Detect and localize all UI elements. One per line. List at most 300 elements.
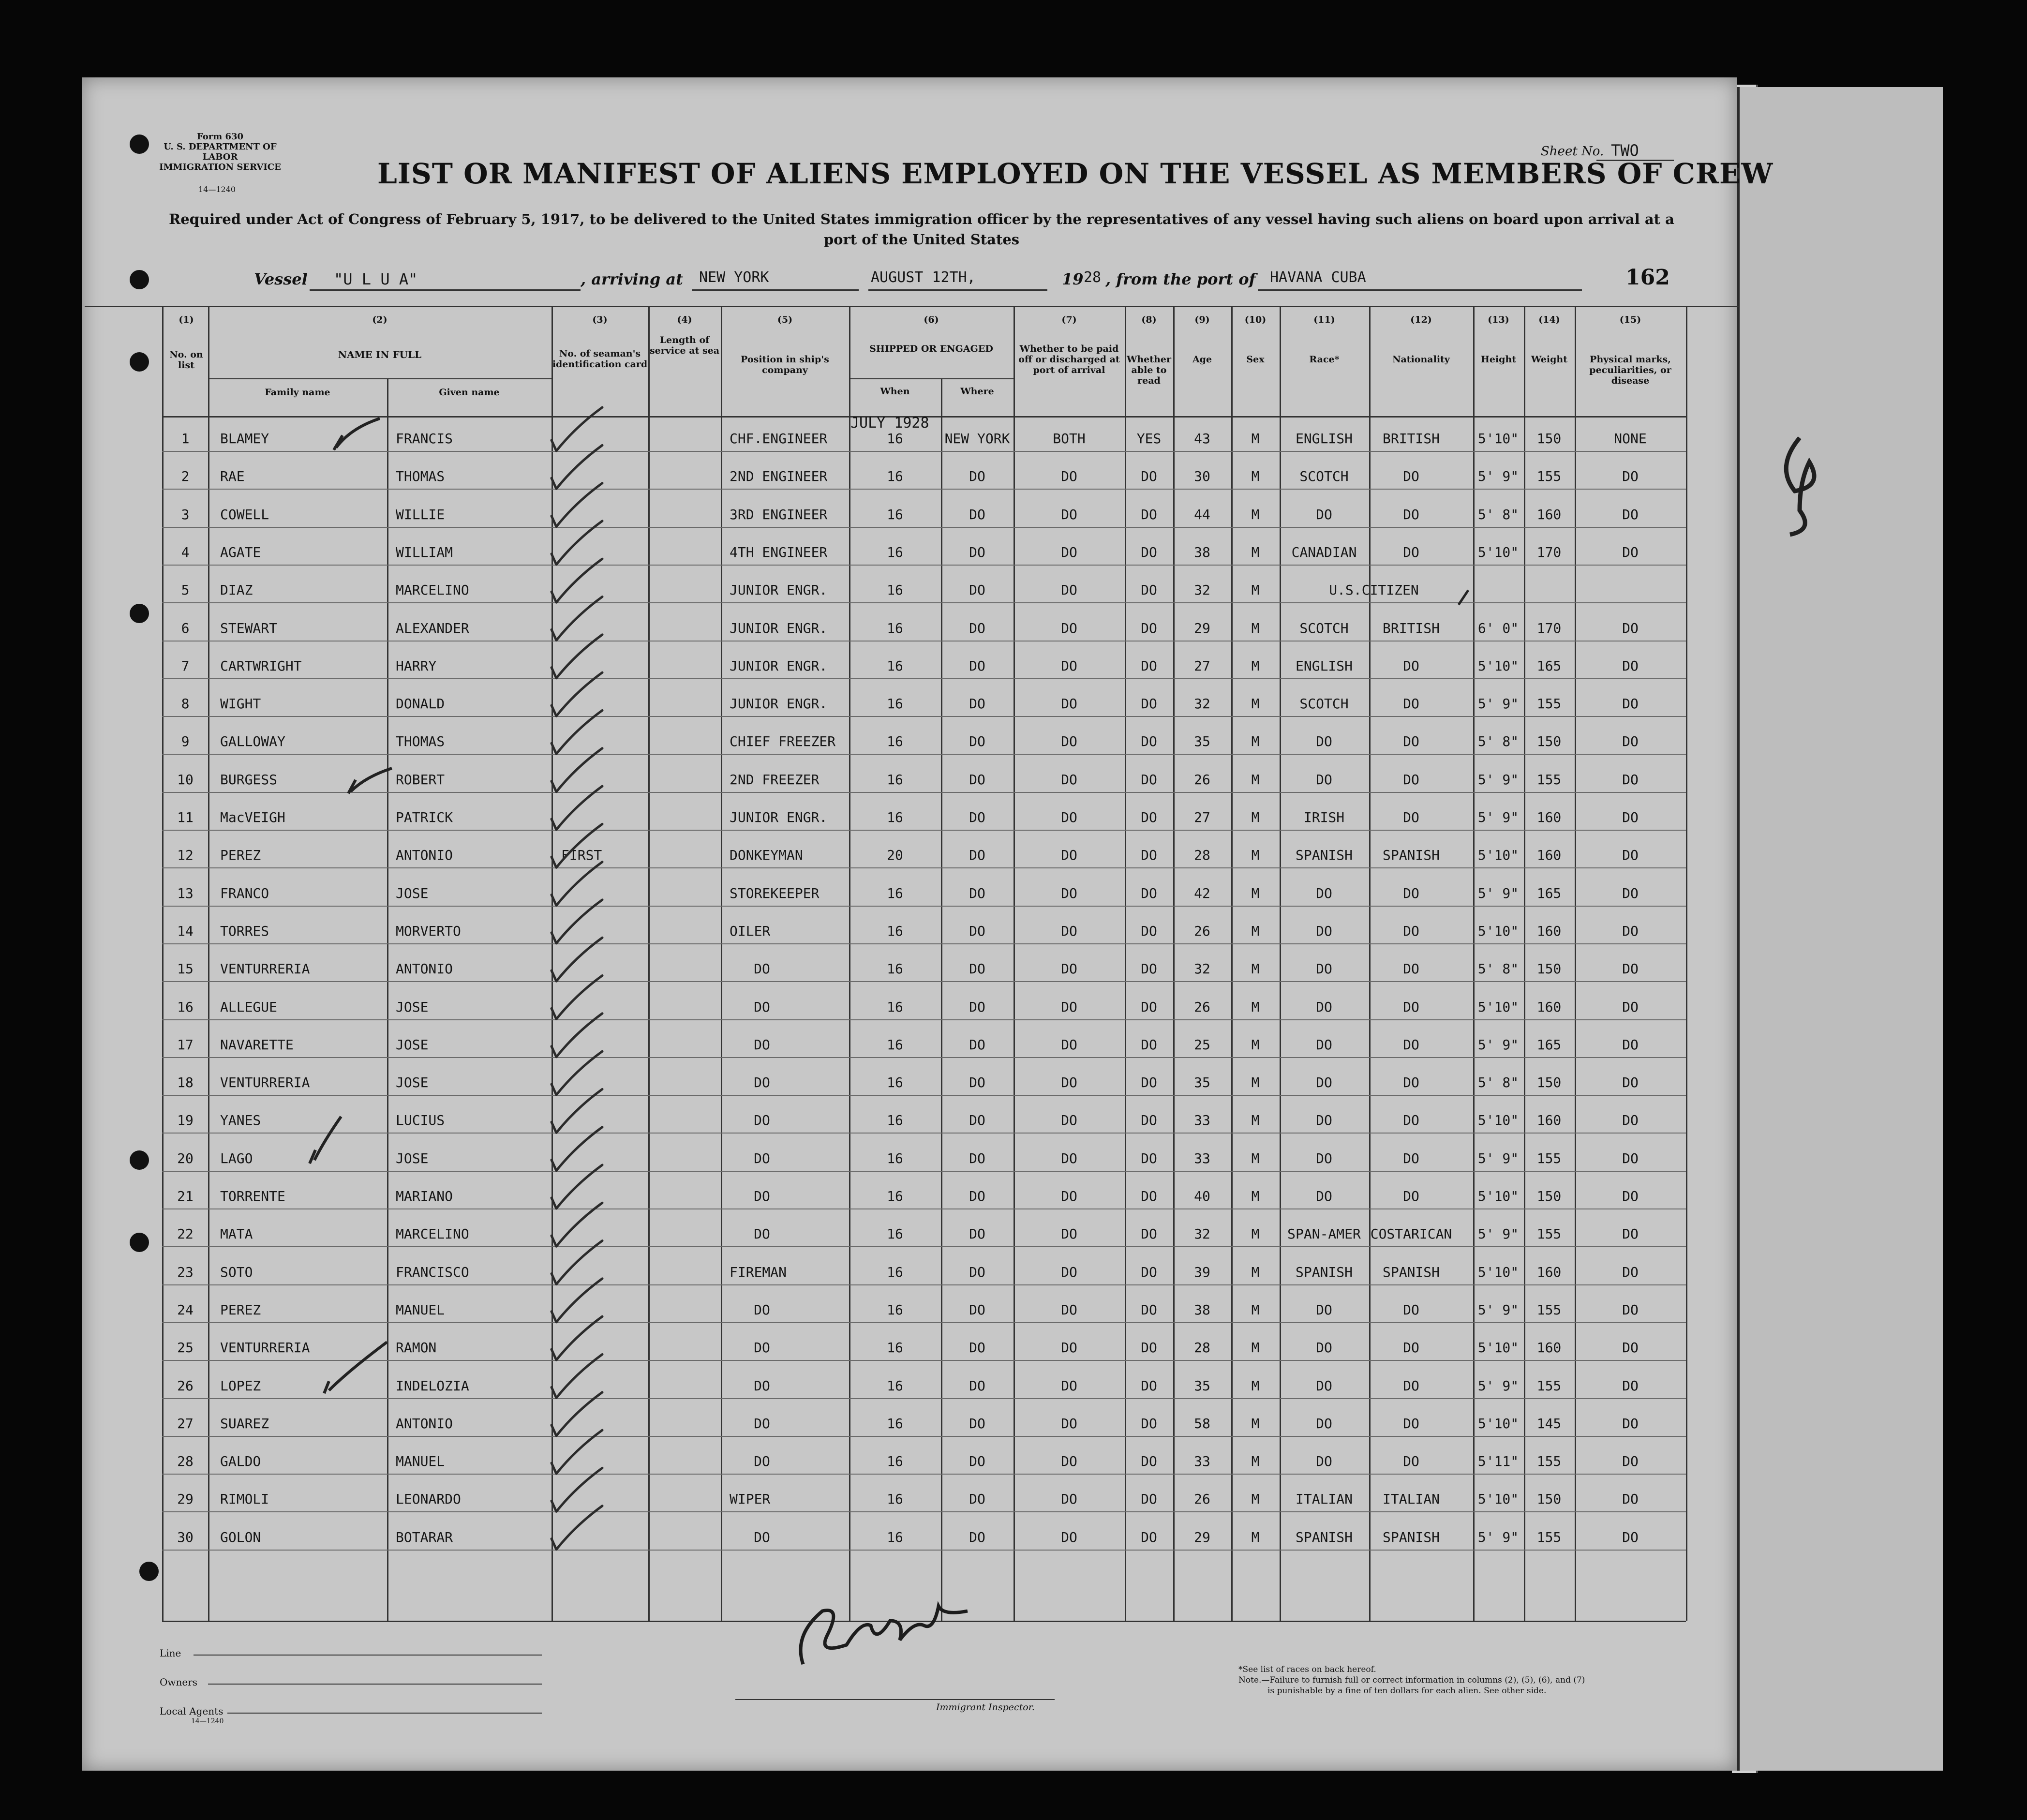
row-family-cell: DIAZ	[220, 582, 253, 598]
row-family-cell: VENTURRERIA	[220, 1074, 310, 1090]
row-weight-cell: 155	[1536, 696, 1562, 712]
col13-number: (13)	[1488, 314, 1509, 325]
row-height-cell: 5' 8"	[1477, 507, 1519, 522]
row-position-cell: 2ND ENGINEER	[730, 468, 828, 484]
row-position-cell: DO	[754, 1226, 770, 1242]
row-weight-cell: 145	[1536, 1416, 1562, 1432]
row-read-cell: YES	[1136, 431, 1162, 447]
row-weight-cell: 155	[1536, 468, 1562, 484]
col10-number: (10)	[1244, 314, 1267, 325]
row-where-cell: DO	[969, 468, 985, 484]
row-no-cell: 14	[177, 923, 194, 939]
row-weight-cell: 165	[1536, 885, 1562, 901]
row-position-cell: DO	[754, 1416, 770, 1432]
row-position-cell: DO	[754, 1037, 770, 1053]
row-height-cell: 5' 9"	[1477, 809, 1519, 825]
print-code: 14—1240	[198, 185, 236, 194]
card-check-mark	[551, 1468, 602, 1511]
row-race-cell: DO	[1316, 923, 1332, 939]
card-check-mark	[551, 559, 602, 602]
row-no-cell: 22	[177, 1226, 194, 1242]
row-where-cell: DO	[969, 1453, 985, 1469]
year-suffix: 28	[1084, 269, 1102, 286]
row-given-cell: MANUEL	[396, 1302, 445, 1318]
row-marks-cell: DO	[1622, 1037, 1639, 1053]
row-sex-cell: M	[1251, 999, 1260, 1015]
row-paid-cell: DO	[1061, 1112, 1077, 1128]
row-no-cell: 3	[181, 507, 190, 522]
card-check-mark	[551, 597, 602, 641]
row-weight-cell: 150	[1536, 1491, 1562, 1507]
row-age-cell: 32	[1194, 696, 1210, 712]
row-age-cell: 26	[1194, 923, 1210, 939]
row-family-cell: AGATE	[220, 544, 261, 560]
row-position-cell: DO	[754, 1302, 770, 1318]
row-sex-cell: M	[1251, 1074, 1260, 1090]
row-family-cell: VENTURRERIA	[220, 961, 310, 977]
row-no-cell: 10	[177, 772, 194, 788]
row-marks-cell: DO	[1622, 1378, 1639, 1394]
row-read-cell: DO	[1141, 658, 1157, 674]
row-read-cell: DO	[1141, 923, 1157, 939]
row-marks-cell: DO	[1622, 1340, 1639, 1356]
row-read-cell: DO	[1141, 1074, 1157, 1090]
row-family-cell: PEREZ	[220, 1302, 261, 1318]
where-header: Where	[960, 386, 994, 397]
row-read-cell: DO	[1141, 1340, 1157, 1356]
card-check-mark	[551, 900, 602, 943]
row-marks-cell: DO	[1622, 1150, 1639, 1166]
row-family-cell: RIMOLI	[220, 1491, 269, 1507]
col9-number: (9)	[1194, 314, 1210, 325]
row-when-cell: 16	[887, 1264, 903, 1280]
col2-label: NAME IN FULL	[338, 349, 422, 360]
row-height-cell: 5' 9"	[1477, 885, 1519, 901]
row-race-cell: SPANISH	[1295, 1529, 1353, 1545]
row-nationality-cell: DO	[1403, 468, 1419, 484]
card-check-mark	[551, 824, 602, 867]
row-race-cell: ENGLISH	[1295, 431, 1353, 447]
row-weight-cell: 155	[1536, 1453, 1562, 1469]
row-marks-cell: DO	[1622, 658, 1639, 674]
card-check-mark	[551, 1279, 602, 1322]
row-paid-cell: DO	[1061, 847, 1077, 863]
row-nationality-cell: ITALIAN	[1382, 1491, 1440, 1507]
row-where-cell: DO	[969, 847, 985, 863]
col15-number: (15)	[1619, 314, 1641, 325]
row-weight-cell: 150	[1536, 961, 1562, 977]
row-no-cell: 1	[181, 431, 190, 447]
row-where-cell: DO	[969, 961, 985, 977]
row-read-cell: DO	[1141, 961, 1157, 977]
row-age-cell: 32	[1194, 1226, 1210, 1242]
row-given-cell: BOTARAR	[396, 1529, 453, 1545]
row-position-cell: STOREKEEPER	[730, 885, 820, 901]
row-when-cell: 16	[887, 1529, 903, 1545]
row-read-cell: DO	[1141, 1491, 1157, 1507]
row-height-cell: 5' 9"	[1477, 1037, 1519, 1053]
row-race-cell: DO	[1316, 999, 1332, 1015]
row-position-cell: DO	[754, 1529, 770, 1545]
row-paid-cell: DO	[1061, 1302, 1077, 1318]
col11-number: (11)	[1313, 314, 1335, 325]
row-when-cell: 20	[887, 847, 903, 863]
row-height-cell: 5'10"	[1477, 1264, 1519, 1280]
col8-label: Whether able to read	[1127, 354, 1171, 386]
row-paid-cell: DO	[1061, 544, 1077, 560]
row-read-cell: DO	[1141, 1453, 1157, 1469]
card-check-mark	[551, 1127, 602, 1171]
row-marks-cell: DO	[1622, 847, 1639, 863]
row-where-cell: DO	[969, 1226, 985, 1242]
name-check-mark	[334, 418, 380, 450]
row-weight-cell: 155	[1536, 1226, 1562, 1242]
row-height-cell: 5'10"	[1477, 658, 1519, 674]
vessel-name: "U L U A"	[334, 270, 418, 288]
card-check-mark	[551, 1241, 602, 1284]
row-where-cell: DO	[969, 1340, 985, 1356]
row-where-cell: DO	[969, 1529, 985, 1545]
row-given-cell: ALEXANDER	[396, 620, 469, 636]
row-nationality-cell: BRITISH	[1382, 620, 1440, 636]
line-label: Line	[160, 1647, 181, 1659]
row-where-cell: DO	[969, 1264, 985, 1280]
row-family-cell: SUAREZ	[220, 1416, 269, 1432]
page-number: 162	[1625, 265, 1670, 290]
row-where-cell: NEW YORK	[944, 431, 1010, 447]
row-marks-cell: DO	[1622, 961, 1639, 977]
row-no-cell: 9	[181, 733, 190, 749]
row-when-cell: 16	[887, 1453, 903, 1469]
row-age-cell: 27	[1194, 658, 1210, 674]
row-read-cell: DO	[1141, 620, 1157, 636]
row-age-cell: 44	[1194, 507, 1210, 522]
row-read-cell: DO	[1141, 1226, 1157, 1242]
card-check-mark	[551, 445, 602, 489]
card-check-mark	[551, 938, 602, 981]
row-where-cell: DO	[969, 507, 985, 522]
row-read-cell: DO	[1141, 1112, 1157, 1128]
row-marks-cell: DO	[1622, 1416, 1639, 1432]
row-given-cell: DONALD	[396, 696, 445, 712]
row-age-cell: 33	[1194, 1150, 1210, 1166]
row-weight-cell: 155	[1536, 1302, 1562, 1318]
row-paid-cell: DO	[1061, 620, 1077, 636]
row-when-cell: 16	[887, 772, 903, 788]
row-sex-cell: M	[1251, 1340, 1260, 1356]
row-paid-cell: DO	[1061, 696, 1077, 712]
row-no-cell: 2	[181, 468, 190, 484]
row-sex-cell: M	[1251, 1529, 1260, 1545]
row-no-cell: 15	[177, 961, 194, 977]
row-read-cell: DO	[1141, 885, 1157, 901]
row-when-cell: 16	[887, 1416, 903, 1432]
row-race-cell: SCOTCH	[1299, 620, 1349, 636]
row-weight-cell: 165	[1536, 1037, 1562, 1053]
row-age-cell: 29	[1194, 620, 1210, 636]
row-weight-cell: 160	[1536, 1340, 1562, 1356]
row-family-cell: ALLEGUE	[220, 999, 278, 1015]
card-check-mark	[551, 1355, 602, 1398]
form-number: Form 630	[196, 132, 244, 142]
card-check-mark	[551, 483, 602, 527]
row-read-cell: DO	[1141, 582, 1157, 598]
row-sex-cell: M	[1251, 961, 1260, 977]
row-family-cell: LOPEZ	[220, 1378, 261, 1394]
row-paid-cell: DO	[1061, 468, 1077, 484]
row-age-cell: 25	[1194, 1037, 1210, 1053]
row-weight-cell: 170	[1536, 620, 1562, 636]
row-family-cell: FRANCO	[220, 885, 269, 901]
row-height-cell: 5' 9"	[1477, 696, 1519, 712]
row-sex-cell: M	[1251, 772, 1260, 788]
row-read-cell: DO	[1141, 696, 1157, 712]
vessel-label: Vessel	[254, 270, 308, 288]
row-where-cell: DO	[969, 1037, 985, 1053]
row-paid-cell: DO	[1061, 885, 1077, 901]
row-given-cell: ANTONIO	[396, 847, 453, 863]
col9-label: Age	[1192, 354, 1212, 365]
row-where-cell: DO	[969, 1074, 985, 1090]
row-paid-cell: DO	[1061, 658, 1077, 674]
row-paid-cell: DO	[1061, 1378, 1077, 1394]
row-given-cell: JOSE	[396, 999, 429, 1015]
row-weight-cell: 155	[1536, 772, 1562, 788]
row-race-cell: SCOTCH	[1299, 468, 1349, 484]
row-height-cell: 5' 8"	[1477, 1074, 1519, 1090]
row-given-cell: LEONARDO	[396, 1491, 461, 1507]
row-given-cell: MORVERTO	[396, 923, 461, 939]
row-paid-cell: DO	[1061, 772, 1077, 788]
row-marks-cell: DO	[1622, 1302, 1639, 1318]
row-marks-cell: DO	[1622, 809, 1639, 825]
form-department: U. S. DEPARTMENT OF LABOR	[164, 142, 277, 162]
row-age-cell: 26	[1194, 1491, 1210, 1507]
row-paid-cell: DO	[1061, 1150, 1077, 1166]
col13-label: Height	[1480, 354, 1517, 365]
row-nationality-cell: DO	[1403, 923, 1419, 939]
row-no-cell: 26	[177, 1378, 194, 1394]
row-height-cell: 5' 9"	[1477, 772, 1519, 788]
row-marks-cell: DO	[1622, 468, 1639, 484]
row-nationality-cell: DO	[1403, 885, 1419, 901]
col12-label: Nationality	[1392, 354, 1450, 365]
card-check-mark	[551, 1316, 602, 1360]
row-race-cell: DO	[1316, 885, 1332, 901]
row-age-cell: 28	[1194, 1340, 1210, 1356]
row-position-cell: DO	[754, 999, 770, 1015]
row-where-cell: DO	[969, 923, 985, 939]
col14-number: (14)	[1538, 314, 1560, 325]
row-nationality-cell: DO	[1403, 1302, 1419, 1318]
row-when-cell: 16	[887, 1226, 903, 1242]
row-marks-cell: DO	[1622, 923, 1639, 939]
row-when-cell: 16	[887, 1302, 903, 1318]
row-position-cell: DO	[754, 1150, 770, 1166]
row-given-cell: LUCIUS	[396, 1112, 445, 1128]
col4-number: (4)	[677, 314, 692, 325]
row-height-cell: 5' 9"	[1477, 1150, 1519, 1166]
race-note: *See list of races on back hereof.	[1238, 1665, 1376, 1674]
row-no-cell: 19	[177, 1112, 194, 1128]
col15-label: Physical marks, peculiarities, or disease	[1589, 354, 1671, 386]
row-weight-cell: 160	[1536, 847, 1562, 863]
row-read-cell: DO	[1141, 1302, 1157, 1318]
row-nationality-cell: BRITISH	[1382, 431, 1440, 447]
inspector-label: Immigrant Inspector.	[936, 1702, 1035, 1713]
row-paid-cell: DO	[1061, 507, 1077, 522]
subtitle-line-1: Required under Act of Congress of February 5, 1917, to be delivered to the United States immigration officer by the representatives of any vessel having such aliens on board upon arrival at a	[169, 211, 1674, 227]
row-height-cell: 5'10"	[1477, 999, 1519, 1015]
row-height-cell: 5' 8"	[1477, 961, 1519, 977]
row-given-cell: JOSE	[396, 1150, 429, 1166]
row-nationality-cell: DO	[1403, 772, 1419, 788]
card-check-mark	[551, 976, 602, 1019]
row-sex-cell: M	[1251, 696, 1260, 712]
col6-label: SHIPPED OR ENGAGED	[869, 343, 993, 354]
row-age-cell: 58	[1194, 1416, 1210, 1432]
row-age-cell: 39	[1194, 1264, 1210, 1280]
row-race-cell: SPANISH	[1295, 847, 1353, 863]
row-when-cell: 16	[887, 885, 903, 901]
row-race-cell: IRISH	[1303, 809, 1345, 825]
row-nationality-cell: COSTARICAN	[1370, 1226, 1452, 1242]
card-check-mark	[551, 672, 602, 716]
row-marks-cell: DO	[1622, 1226, 1639, 1242]
row-race-cell: U.S.CITIZEN	[1329, 582, 1419, 598]
row-when-cell: 16	[887, 1378, 903, 1394]
row-weight-cell: 150	[1536, 1188, 1562, 1204]
row-age-cell: 26	[1194, 772, 1210, 788]
row-given-cell: JOSE	[396, 1074, 429, 1090]
row-family-cell: MATA	[220, 1226, 253, 1242]
row-given-cell: THOMAS	[396, 468, 445, 484]
row-given-cell: ROBERT	[396, 772, 445, 788]
row-height-cell: 5'10"	[1477, 431, 1519, 447]
row-sex-cell: M	[1251, 1226, 1260, 1242]
owners-underline	[208, 1684, 542, 1685]
row-where-cell: DO	[969, 1112, 985, 1128]
row-height-cell: 5' 8"	[1477, 733, 1519, 749]
card-check-mark	[551, 1089, 602, 1133]
row-nationality-cell: DO	[1403, 1453, 1419, 1469]
row-height-cell: 5'10"	[1477, 1416, 1519, 1432]
row-weight-cell: 160	[1536, 999, 1562, 1015]
row-nationality-cell: DO	[1403, 1112, 1419, 1128]
row-position-cell: JUNIOR ENGR.	[730, 658, 828, 674]
row-given-cell: HARRY	[396, 658, 437, 674]
row-sex-cell: M	[1251, 733, 1260, 749]
row-weight-cell: 160	[1536, 923, 1562, 939]
row-sex-cell: M	[1251, 544, 1260, 560]
penalty-note-2: is punishable by a fine of ten dollars for each alien. See other side.	[1267, 1686, 1547, 1696]
row-position-cell: FIREMAN	[730, 1264, 787, 1280]
row-nationality-cell: DO	[1403, 1416, 1419, 1432]
row-weight-cell: 160	[1536, 507, 1562, 522]
row-nationality-cell: DO	[1403, 544, 1419, 560]
row-height-cell: 5' 9"	[1477, 1529, 1519, 1545]
row-age-cell: 38	[1194, 544, 1210, 560]
row-where-cell: DO	[969, 885, 985, 901]
row-race-cell: DO	[1316, 772, 1332, 788]
row-sex-cell: M	[1251, 582, 1260, 598]
col5-label: Position in ship's company	[741, 354, 829, 375]
row-read-cell: DO	[1141, 809, 1157, 825]
row-when-cell: 16	[887, 507, 903, 522]
row-nationality-cell: DO	[1403, 658, 1419, 674]
row-nationality-cell: DO	[1403, 961, 1419, 977]
row-position-cell: JUNIOR ENGR.	[730, 620, 828, 636]
card-check-mark	[551, 786, 602, 830]
row-given-cell: MANUEL	[396, 1453, 445, 1469]
row-weight-cell: 165	[1536, 658, 1562, 674]
row-family-cell: MacVEIGH	[220, 809, 285, 825]
row-age-cell: 42	[1194, 885, 1210, 901]
row-read-cell: DO	[1141, 772, 1157, 788]
row-position-cell: DO	[754, 1378, 770, 1394]
row-when-cell: 16	[887, 468, 903, 484]
row-read-cell: DO	[1141, 1037, 1157, 1053]
row-age-cell: 43	[1194, 431, 1210, 447]
row-where-cell: DO	[969, 696, 985, 712]
card-check-mark	[551, 748, 602, 792]
row-position-cell: CHIEF FREEZER	[730, 733, 836, 749]
row-no-cell: 24	[177, 1302, 194, 1318]
row-family-cell: TORRES	[220, 923, 269, 939]
card-check-mark	[551, 1051, 602, 1095]
row-where-cell: DO	[969, 1188, 985, 1204]
row-sex-cell: M	[1251, 847, 1260, 863]
row-paid-cell: DO	[1061, 1453, 1077, 1469]
row-nationality-cell: DO	[1403, 1340, 1419, 1356]
row-race-cell: DO	[1316, 1074, 1332, 1090]
row-race-cell: SPANISH	[1295, 1264, 1353, 1280]
col5-number: (5)	[777, 314, 793, 325]
row-when-cell: 16	[887, 696, 903, 712]
col12-number: (12)	[1410, 314, 1432, 325]
row-sex-cell: M	[1251, 1302, 1260, 1318]
row-no-cell: 28	[177, 1453, 194, 1469]
row-weight-cell: 150	[1536, 733, 1562, 749]
arriving-label: , arriving at	[581, 270, 683, 288]
row-paid-cell: DO	[1061, 1416, 1077, 1432]
row-given-cell: PATRICK	[396, 809, 453, 825]
row-age-cell: 32	[1194, 582, 1210, 598]
row-card-cell: FIRST	[561, 847, 602, 863]
card-check-mark	[551, 1014, 602, 1057]
row-no-cell: 30	[177, 1529, 194, 1545]
race-slash-mark	[1459, 590, 1468, 605]
row-marks-cell: DO	[1622, 696, 1639, 712]
row-no-cell: 27	[177, 1416, 194, 1432]
row-height-cell: 5'10"	[1477, 923, 1519, 939]
row-when-cell: 16	[887, 809, 903, 825]
row-nationality-cell: DO	[1403, 999, 1419, 1015]
inspector-underline	[735, 1699, 1055, 1700]
row-read-cell: DO	[1141, 544, 1157, 560]
card-check-mark	[551, 862, 602, 906]
row-paid-cell: DO	[1061, 809, 1077, 825]
row-age-cell: 32	[1194, 961, 1210, 977]
col14-label: Weight	[1531, 354, 1567, 365]
card-check-mark	[551, 1430, 602, 1474]
row-no-cell: 6	[181, 620, 190, 636]
row-read-cell: DO	[1141, 1188, 1157, 1204]
row-given-cell: WILLIE	[396, 507, 445, 522]
row-age-cell: 33	[1194, 1112, 1210, 1128]
row-position-cell: DO	[754, 1340, 770, 1356]
row-read-cell: DO	[1141, 1150, 1157, 1166]
